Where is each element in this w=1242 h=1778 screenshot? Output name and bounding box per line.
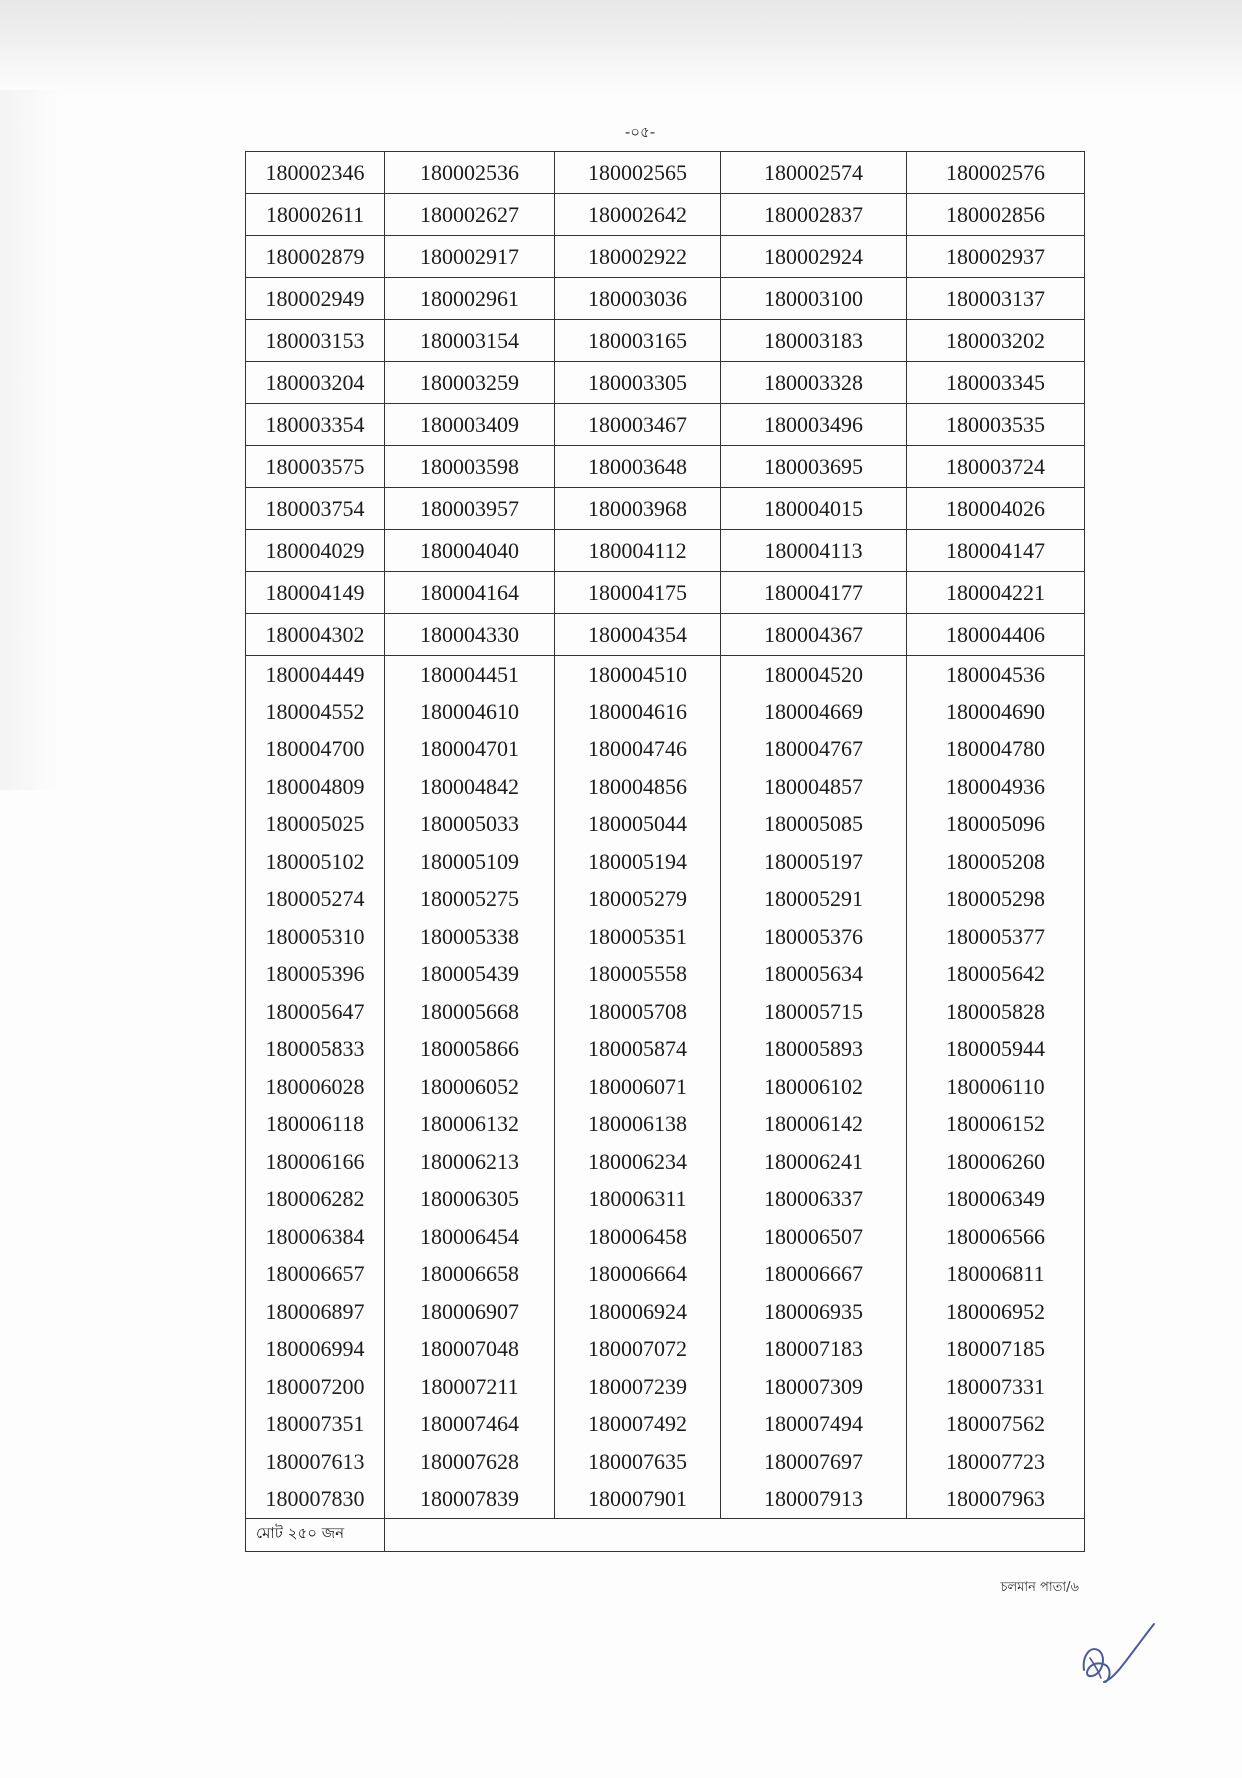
roll-number-cell: 180004767 bbox=[721, 731, 907, 769]
roll-number-cell: 180004451 bbox=[385, 656, 555, 694]
roll-number-cell: 180007830 bbox=[246, 1481, 385, 1519]
roll-number-cell: 180004015 bbox=[721, 488, 907, 530]
roll-number-cell: 180005025 bbox=[246, 806, 385, 844]
roll-number-cell: 180005291 bbox=[721, 881, 907, 919]
roll-number-cell: 180005279 bbox=[555, 881, 721, 919]
roll-number-cell: 180004746 bbox=[555, 731, 721, 769]
roll-number-cell: 180006132 bbox=[385, 1106, 555, 1144]
table-row bbox=[246, 1406, 1085, 1444]
roll-number-cell: 180005715 bbox=[721, 993, 907, 1031]
roll-number-cell: 180006305 bbox=[385, 1181, 555, 1219]
roll-number-cell: 180002917 bbox=[385, 236, 555, 278]
roll-number-cell: 180004029 bbox=[246, 530, 385, 572]
roll-number-cell: 180002536 bbox=[385, 152, 555, 194]
table-row bbox=[246, 1143, 1085, 1181]
table-row bbox=[246, 1068, 1085, 1106]
roll-number-cell: 180002961 bbox=[385, 278, 555, 320]
roll-number-cell: 180004701 bbox=[385, 731, 555, 769]
roll-number-cell: 180006349 bbox=[907, 1181, 1085, 1219]
roll-number-cell: 180005634 bbox=[721, 956, 907, 994]
signature-image bbox=[1076, 1612, 1158, 1702]
roll-number-cell: 180006102 bbox=[721, 1068, 907, 1106]
roll-number-cell: 180002565 bbox=[555, 152, 721, 194]
roll-number-cell: 180002879 bbox=[246, 236, 385, 278]
roll-number-cell: 180006907 bbox=[385, 1293, 555, 1331]
roll-number-cell: 180007211 bbox=[385, 1368, 555, 1406]
roll-number-cell: 180005439 bbox=[385, 956, 555, 994]
table-row bbox=[246, 152, 1085, 194]
roll-number-cell: 180004809 bbox=[246, 768, 385, 806]
roll-number-cell: 180007723 bbox=[907, 1443, 1085, 1481]
roll-number-cell: 180005310 bbox=[246, 918, 385, 956]
roll-number-cell: 180005647 bbox=[246, 993, 385, 1031]
roll-number-cell: 180004406 bbox=[907, 614, 1085, 656]
table-row bbox=[246, 404, 1085, 446]
roll-number-cell: 180004690 bbox=[907, 693, 1085, 731]
table-row bbox=[246, 1331, 1085, 1369]
roll-number-cell: 180006658 bbox=[385, 1256, 555, 1294]
roll-number-cell: 180003575 bbox=[246, 446, 385, 488]
roll-number-cell: 180002627 bbox=[385, 194, 555, 236]
table-row bbox=[246, 806, 1085, 844]
roll-number-cell: 180005944 bbox=[907, 1031, 1085, 1069]
roll-number-cell: 180003153 bbox=[246, 320, 385, 362]
roll-number-cell: 180002576 bbox=[907, 152, 1085, 194]
table-row bbox=[246, 1031, 1085, 1069]
table-row bbox=[246, 1181, 1085, 1219]
roll-number-cell: 180004842 bbox=[385, 768, 555, 806]
roll-number-cell: 180006667 bbox=[721, 1256, 907, 1294]
roll-number-cell: 180007239 bbox=[555, 1368, 721, 1406]
roll-number-cell: 180004936 bbox=[907, 768, 1085, 806]
table-row bbox=[246, 843, 1085, 881]
roll-number-cell: 180003496 bbox=[721, 404, 907, 446]
roll-number-cell: 180003467 bbox=[555, 404, 721, 446]
roll-number-cell: 180005866 bbox=[385, 1031, 555, 1069]
roll-number-cell: 180004175 bbox=[555, 572, 721, 614]
roll-number-cell: 180004610 bbox=[385, 693, 555, 731]
roll-number-cell: 180006311 bbox=[555, 1181, 721, 1219]
roll-number-cell: 180003328 bbox=[721, 362, 907, 404]
table-row bbox=[246, 446, 1085, 488]
table-row bbox=[246, 1293, 1085, 1331]
roll-number-cell: 180002922 bbox=[555, 236, 721, 278]
scan-shading-top bbox=[0, 0, 1242, 95]
roll-number-cell: 180003354 bbox=[246, 404, 385, 446]
roll-number-cell: 180006142 bbox=[721, 1106, 907, 1144]
roll-number-cell: 180007200 bbox=[246, 1368, 385, 1406]
roll-number-cell: 180005274 bbox=[246, 881, 385, 919]
table-row bbox=[246, 1106, 1085, 1144]
roll-number-cell: 180006071 bbox=[555, 1068, 721, 1106]
roll-number-cell: 180006028 bbox=[246, 1068, 385, 1106]
roll-number-cell: 180003183 bbox=[721, 320, 907, 362]
roll-number-cell: 180003957 bbox=[385, 488, 555, 530]
roll-number-cell: 180002642 bbox=[555, 194, 721, 236]
roll-number-cell: 180003345 bbox=[907, 362, 1085, 404]
roll-number-cell: 180006507 bbox=[721, 1218, 907, 1256]
roll-number-cell: 180005033 bbox=[385, 806, 555, 844]
roll-number-cell: 180003409 bbox=[385, 404, 555, 446]
table-row bbox=[246, 956, 1085, 994]
roll-number-cell: 180003968 bbox=[555, 488, 721, 530]
roll-number-cell: 180004857 bbox=[721, 768, 907, 806]
roll-number-cell: 180005275 bbox=[385, 881, 555, 919]
roll-number-cell: 180006152 bbox=[907, 1106, 1085, 1144]
roll-number-cell: 180003036 bbox=[555, 278, 721, 320]
table-row bbox=[246, 488, 1085, 530]
roll-number-cell: 180007839 bbox=[385, 1481, 555, 1519]
roll-number-cell: 180005558 bbox=[555, 956, 721, 994]
roll-number-cell: 180006924 bbox=[555, 1293, 721, 1331]
table-row bbox=[246, 768, 1085, 806]
roll-number-cell: 180002837 bbox=[721, 194, 907, 236]
scan-shading-left bbox=[0, 90, 60, 790]
roll-number-cell: 180004367 bbox=[721, 614, 907, 656]
table-row bbox=[246, 614, 1085, 656]
roll-number-cell: 180004616 bbox=[555, 693, 721, 731]
roll-number-cell: 180007048 bbox=[385, 1331, 555, 1369]
roll-number-cell: 180004780 bbox=[907, 731, 1085, 769]
roll-number-cell: 180006282 bbox=[246, 1181, 385, 1219]
roll-number-cell: 180006241 bbox=[721, 1143, 907, 1181]
roll-number-cell: 180002949 bbox=[246, 278, 385, 320]
table-row bbox=[246, 194, 1085, 236]
table-row bbox=[246, 320, 1085, 362]
roll-number-cell: 180006454 bbox=[385, 1218, 555, 1256]
roll-number-cell: 180004449 bbox=[246, 656, 385, 694]
roll-number-cell: 180005044 bbox=[555, 806, 721, 844]
roll-number-cell: 180007613 bbox=[246, 1443, 385, 1481]
roll-number-cell: 180006213 bbox=[385, 1143, 555, 1181]
roll-number-cell: 180007492 bbox=[555, 1406, 721, 1444]
roll-number-cell: 180003202 bbox=[907, 320, 1085, 362]
roll-number-cell: 180006166 bbox=[246, 1143, 385, 1181]
roll-number-cell: 180002856 bbox=[907, 194, 1085, 236]
roll-number-cell: 180007494 bbox=[721, 1406, 907, 1444]
roll-number-cell: 180006664 bbox=[555, 1256, 721, 1294]
roll-number-cell: 180007635 bbox=[555, 1443, 721, 1481]
roll-number-cell: 180003695 bbox=[721, 446, 907, 488]
roll-number-cell: 180006458 bbox=[555, 1218, 721, 1256]
roll-number-cell: 180004354 bbox=[555, 614, 721, 656]
total-row-blank bbox=[385, 1518, 1085, 1551]
table-row bbox=[246, 530, 1085, 572]
total-count-label: মোট ২৫০ জন bbox=[246, 1518, 385, 1551]
roll-number-cell: 180004221 bbox=[907, 572, 1085, 614]
roll-number-cell: 180003754 bbox=[246, 488, 385, 530]
roll-number-cell: 180003305 bbox=[555, 362, 721, 404]
roll-number-cell: 180004520 bbox=[721, 656, 907, 694]
roll-number-cell: 180004330 bbox=[385, 614, 555, 656]
roll-number-cell: 180007351 bbox=[246, 1406, 385, 1444]
roll-number-cell: 180005828 bbox=[907, 993, 1085, 1031]
roll-number-cell: 180006811 bbox=[907, 1256, 1085, 1294]
roll-number-cell: 180005102 bbox=[246, 843, 385, 881]
roll-number-cell: 180003648 bbox=[555, 446, 721, 488]
roll-number-cell: 180007901 bbox=[555, 1481, 721, 1519]
roll-number-cell: 180005874 bbox=[555, 1031, 721, 1069]
table-row bbox=[246, 918, 1085, 956]
table-row bbox=[246, 693, 1085, 731]
table-row bbox=[246, 1481, 1085, 1519]
table-row bbox=[246, 572, 1085, 614]
roll-number-cell: 180004302 bbox=[246, 614, 385, 656]
roll-number-cell: 180005194 bbox=[555, 843, 721, 881]
roll-number-cell: 180003100 bbox=[721, 278, 907, 320]
roll-number-cell: 180007183 bbox=[721, 1331, 907, 1369]
roll-number-cell: 180004040 bbox=[385, 530, 555, 572]
roll-number-table bbox=[245, 151, 1085, 1552]
roll-number-cell: 180007072 bbox=[555, 1331, 721, 1369]
roll-number-cell: 180003165 bbox=[555, 320, 721, 362]
table-row bbox=[246, 731, 1085, 769]
roll-number-cell: 180003154 bbox=[385, 320, 555, 362]
roll-number-cell: 180005085 bbox=[721, 806, 907, 844]
roll-number-cell: 180003259 bbox=[385, 362, 555, 404]
roll-number-cell: 180007464 bbox=[385, 1406, 555, 1444]
roll-number-cell: 180002346 bbox=[246, 152, 385, 194]
roll-number-cell: 180005377 bbox=[907, 918, 1085, 956]
roll-number-cell: 180006566 bbox=[907, 1218, 1085, 1256]
roll-number-cell: 180002924 bbox=[721, 236, 907, 278]
roll-number-cell: 180002611 bbox=[246, 194, 385, 236]
roll-number-cell: 180006138 bbox=[555, 1106, 721, 1144]
roll-number-cell: 180006234 bbox=[555, 1143, 721, 1181]
roll-number-cell: 180005109 bbox=[385, 843, 555, 881]
roll-number-cell: 180005642 bbox=[907, 956, 1085, 994]
roll-number-cell: 180005197 bbox=[721, 843, 907, 881]
roll-number-cell: 180007331 bbox=[907, 1368, 1085, 1406]
roll-number-cell: 180005208 bbox=[907, 843, 1085, 881]
roll-number-cell: 180005893 bbox=[721, 1031, 907, 1069]
roll-number-cell: 180005298 bbox=[907, 881, 1085, 919]
roll-number-cell: 180006384 bbox=[246, 1218, 385, 1256]
roll-number-cell: 180007185 bbox=[907, 1331, 1085, 1369]
roll-number-cell: 180004113 bbox=[721, 530, 907, 572]
roll-number-cell: 180005668 bbox=[385, 993, 555, 1031]
roll-number-cell: 180006657 bbox=[246, 1256, 385, 1294]
roll-number-cell: 180007562 bbox=[907, 1406, 1085, 1444]
roll-number-cell: 180004147 bbox=[907, 530, 1085, 572]
roll-number-cell: 180003137 bbox=[907, 278, 1085, 320]
roll-number-cell: 180002937 bbox=[907, 236, 1085, 278]
roll-number-cell: 180005376 bbox=[721, 918, 907, 956]
roll-number-cell: 180004026 bbox=[907, 488, 1085, 530]
roll-number-cell: 180006337 bbox=[721, 1181, 907, 1219]
roll-number-cell: 180006052 bbox=[385, 1068, 555, 1106]
roll-number-cell: 180004552 bbox=[246, 693, 385, 731]
roll-number-cell: 180004700 bbox=[246, 731, 385, 769]
roll-number-cell: 180007309 bbox=[721, 1368, 907, 1406]
roll-number-cell: 180006935 bbox=[721, 1293, 907, 1331]
roll-number-cell: 180005396 bbox=[246, 956, 385, 994]
roll-number-cell: 180005351 bbox=[555, 918, 721, 956]
roll-number-cell: 180007963 bbox=[907, 1481, 1085, 1519]
roll-number-cell: 180004164 bbox=[385, 572, 555, 614]
roll-number-cell: 180004856 bbox=[555, 768, 721, 806]
roll-number-cell: 180004112 bbox=[555, 530, 721, 572]
roll-number-cell: 180006118 bbox=[246, 1106, 385, 1144]
table-row bbox=[246, 881, 1085, 919]
roll-number-cell: 180003598 bbox=[385, 446, 555, 488]
table-row bbox=[246, 1443, 1085, 1481]
table-row bbox=[246, 1218, 1085, 1256]
roll-number-cell: 180006994 bbox=[246, 1331, 385, 1369]
roll-number-cell: 180004149 bbox=[246, 572, 385, 614]
roll-number-cell: 180004177 bbox=[721, 572, 907, 614]
continued-page-note: চলমান পাতা/৬ bbox=[1000, 1580, 1079, 1595]
roll-number-cell: 180004536 bbox=[907, 656, 1085, 694]
roll-number-cell: 180005096 bbox=[907, 806, 1085, 844]
roll-number-cell: 180004669 bbox=[721, 693, 907, 731]
roll-number-cell: 180002574 bbox=[721, 152, 907, 194]
roll-number-cell: 180003535 bbox=[907, 404, 1085, 446]
roll-number-cell: 180007913 bbox=[721, 1481, 907, 1519]
roll-number-cell: 180003204 bbox=[246, 362, 385, 404]
page-number: -০৫- bbox=[624, 123, 656, 141]
roll-number-cell: 180006260 bbox=[907, 1143, 1085, 1181]
table-row bbox=[246, 1256, 1085, 1294]
table-row bbox=[246, 656, 1085, 694]
roll-number-cell: 180004510 bbox=[555, 656, 721, 694]
roll-number-cell: 180005708 bbox=[555, 993, 721, 1031]
table-row bbox=[246, 362, 1085, 404]
total-row bbox=[246, 1518, 1085, 1551]
roll-number-cell: 180003724 bbox=[907, 446, 1085, 488]
roll-number-cell: 180006897 bbox=[246, 1293, 385, 1331]
roll-number-cell: 180005833 bbox=[246, 1031, 385, 1069]
roll-number-cell: 180005338 bbox=[385, 918, 555, 956]
table-row bbox=[246, 993, 1085, 1031]
roll-number-cell: 180006110 bbox=[907, 1068, 1085, 1106]
table-row bbox=[246, 236, 1085, 278]
table-row bbox=[246, 1368, 1085, 1406]
roll-number-cell: 180006952 bbox=[907, 1293, 1085, 1331]
roll-number-cell: 180007628 bbox=[385, 1443, 555, 1481]
table-row bbox=[246, 278, 1085, 320]
roll-number-cell: 180007697 bbox=[721, 1443, 907, 1481]
